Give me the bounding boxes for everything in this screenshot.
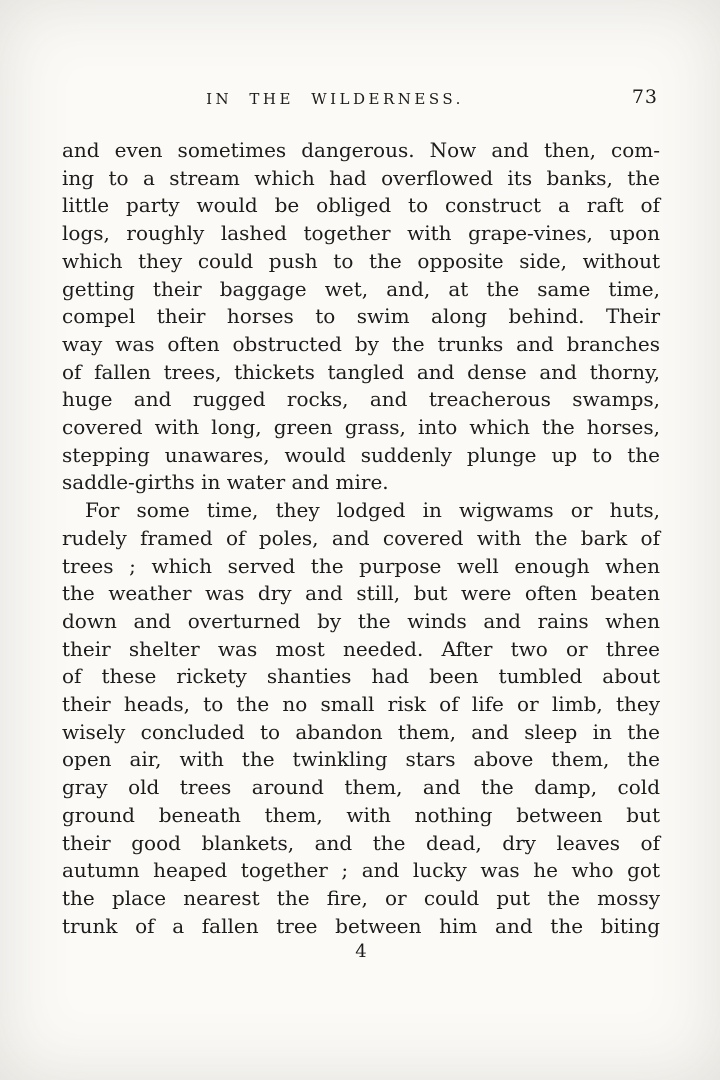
signature-mark: 4	[355, 941, 367, 962]
text-line: covered with long, green grass, into which the horses,	[62, 415, 660, 440]
text-line: saddle-girths in water and mire.	[62, 470, 389, 495]
page-body	[62, 137, 660, 940]
text-line: gray old trees around them, and the damp, cold	[62, 775, 660, 800]
text-line: the weather was dry and still, but were often beaten	[62, 581, 660, 606]
text-line: getting their baggage wet, and, at the same time,	[62, 276, 660, 301]
text-line: the place nearest the fire, or could put the mossy	[62, 885, 660, 910]
text-line: of fallen trees, thickets tangled and dense and thorny,	[62, 359, 660, 384]
text-line: open air, with the twinkling stars above them, the	[62, 747, 660, 772]
text-line: ground beneath them, with nothing between but	[62, 802, 660, 827]
text-line: down and overturned by the winds and rains when	[62, 608, 660, 633]
text-line: autumn heaped together ; and lucky was he who got	[62, 858, 660, 883]
text-line: rudely framed of poles, and covered with the bark of	[62, 525, 660, 550]
text-line: which they could push to the opposite side, without	[62, 248, 660, 273]
page-number: 73	[631, 86, 658, 108]
text-line: stepping unawares, would suddenly plunge up to the	[62, 442, 660, 467]
text-line: little party would be obliged to construct a raft of	[62, 193, 660, 218]
text-line: logs, roughly lashed together with grape-vines, upon	[62, 221, 660, 246]
text-line: their good blankets, and the dead, dry leaves of	[62, 830, 660, 855]
text-line: ing to a stream which had overflowed its banks, the	[62, 165, 660, 190]
running-header	[62, 88, 660, 114]
text-line: huge and rugged rocks, and treacherous swamps,	[62, 387, 660, 412]
paragraph	[62, 497, 660, 940]
text-line: their heads, to the no small risk of life or limb, they	[62, 692, 660, 717]
header-title: IN THE WILDERNESS.	[206, 90, 464, 108]
paragraph	[62, 137, 660, 497]
text-line: their shelter was most needed. After two or three	[62, 636, 660, 661]
text-line: compel their horses to swim along behind. Their	[62, 304, 660, 329]
text-line: wisely concluded to abandon them, and sleep in the	[62, 719, 660, 744]
text-line: trunk of a fallen tree between him and the biting	[62, 913, 660, 938]
text-line: of these rickety shanties had been tumbled about	[62, 664, 660, 689]
text-line: trees ; which served the purpose well enough when	[62, 553, 660, 578]
text-line: For some time, they lodged in wigwams or huts,	[85, 498, 660, 523]
text-line: and even sometimes dangerous. Now and then, com-	[62, 138, 660, 162]
text-line: way was often obstructed by the trunks and branches	[62, 331, 660, 356]
